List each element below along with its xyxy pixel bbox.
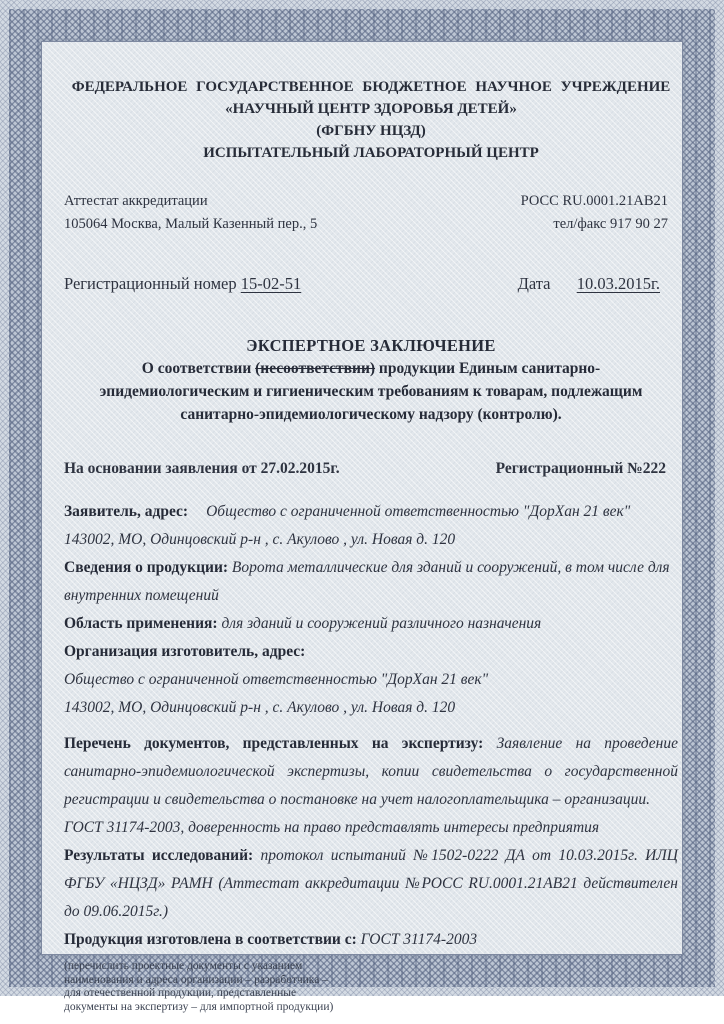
field-scope: [64, 610, 678, 638]
basis-row: [64, 460, 678, 478]
field-product: [64, 554, 678, 610]
product-value: Ворота металлические для зданий и сооружений, в том числе для внутренних помещений: [64, 559, 670, 604]
accreditation-phone: тел/факс 917 90 27: [553, 216, 668, 232]
made-label: Продукция изготовлена в соответствии с:: [64, 931, 357, 948]
accreditation-right: [521, 190, 678, 236]
certificate-content: [42, 42, 682, 1013]
registration-date: [518, 274, 660, 294]
field-documents: [64, 730, 678, 814]
registration-number-label: Регистрационный номер: [64, 274, 237, 293]
footnote-line3: для отечественной продукции, представленные: [64, 987, 297, 999]
letterhead-line2: «НАУЧНЫЙ ЦЕНТР ЗДОРОВЬЯ ДЕТЕЙ»: [225, 101, 517, 117]
documents-value: Заявление на проведение санитарно-эпидемиологической экспертизы, копии свидетельства о государственной регистрации и свидетельства о постановке на учет налогоплательщика – организации.: [64, 735, 678, 808]
product-label: Сведения о продукции:: [64, 559, 229, 576]
footnote-line1: (перечислить проектные документы с указанием: [64, 960, 303, 972]
manufacturer-name: Общество с ограниченной ответственностью "ДорХан 21 век": [64, 671, 489, 688]
applicant-address: 143002, МО, Одинцовский р-н , с. Акулово , ул. Новая д. 120: [64, 531, 456, 548]
document-title: [64, 334, 678, 426]
registration-date-label: Дата: [517, 274, 551, 293]
paper-surface: [41, 41, 683, 1013]
scope-label: Область применения:: [64, 615, 218, 632]
footnote: [64, 960, 678, 1014]
registration-number: [64, 274, 301, 294]
footnote-line2: наименования и адреса организации – разработчика –: [64, 973, 328, 986]
footnote-line4: документы на экспертизу – для импортной продукции): [64, 1000, 334, 1013]
title-line1-after: продукции Единым санитарно-: [375, 360, 601, 377]
registration-date-value: 10.03.2015г.: [576, 274, 660, 293]
applicant-value: Общество с ограниченной ответственностью "ДорХан 21 век": [206, 503, 631, 520]
title-heading: ЭКСПЕРТНОЕ ЗАКЛЮЧЕНИЕ: [246, 336, 496, 355]
title-line2: эпидемиологическим и гигиеническим требованиям к товарам, подлежащим: [99, 383, 643, 400]
documents-label: Перечень документов, представленных на экспертизу:: [64, 735, 484, 752]
documents-value2: ГОСТ 31174-2003, доверенность на право представлять интересы предприятия: [64, 819, 600, 836]
letterhead-line4: ИСПЫТАТЕЛЬНЫЙ ЛАБОРАТОРНЫЙ ЦЕНТР: [203, 145, 539, 161]
made-value: ГОСТ 31174-2003: [360, 931, 478, 948]
field-applicant: [64, 498, 678, 526]
basis-registration-number: Регистрационный №222: [495, 460, 666, 477]
registration-number-value: 15-02-51: [240, 274, 302, 293]
title-line1-struck: (несоответствии): [255, 360, 376, 377]
field-made: [64, 926, 678, 954]
accreditation-row: [64, 190, 678, 236]
registration-row: [64, 274, 678, 294]
title-line1-before: О соответствии: [141, 360, 256, 377]
field-results: [64, 842, 678, 926]
certificate-fields: [64, 498, 678, 954]
title-line1: [64, 357, 678, 380]
results-label: Результаты исследований:: [64, 847, 254, 864]
basis-statement: На основании заявления от 27.02.2015г.: [64, 460, 340, 477]
letterhead-line3: (ФГБНУ НЦЗД): [316, 123, 426, 139]
accreditation-label: Аттестат аккредитации: [64, 193, 208, 209]
letterhead-line1: ФЕДЕРАЛЬНОЕ ГОСУДАРСТВЕННОЕ БЮДЖЕТНОЕ НАУЧНОЕ УЧРЕЖДЕНИЕ: [71, 79, 671, 95]
accreditation-left: [64, 190, 317, 236]
title-line3: санитарно-эпидемиологическому надзору (контролю).: [180, 406, 562, 423]
letterhead: [64, 76, 678, 164]
applicant-label: Заявитель, адрес:: [64, 503, 189, 520]
manufacturer-address: 143002, МО, Одинцовский р-н , с. Акулово , ул. Новая д. 120: [64, 699, 456, 716]
accreditation-address: 105064 Москва, Малый Казенный пер., 5: [64, 216, 318, 232]
scope-value: для зданий и сооружений различного назначения: [221, 615, 542, 632]
results-value: протокол испытаний №1502-0222 ДА от 10.03.2015г. ИЛЦ ФГБУ «НЦЗД» РАМН (Аттестат аккредитации №РОСС RU.0001.21АВ21 действителен до 09.06.2015г.): [64, 847, 679, 920]
manufacturer-label: Организация изготовитель, адрес:: [64, 643, 306, 660]
accreditation-number: РОСС RU.0001.21АВ21: [520, 193, 668, 209]
